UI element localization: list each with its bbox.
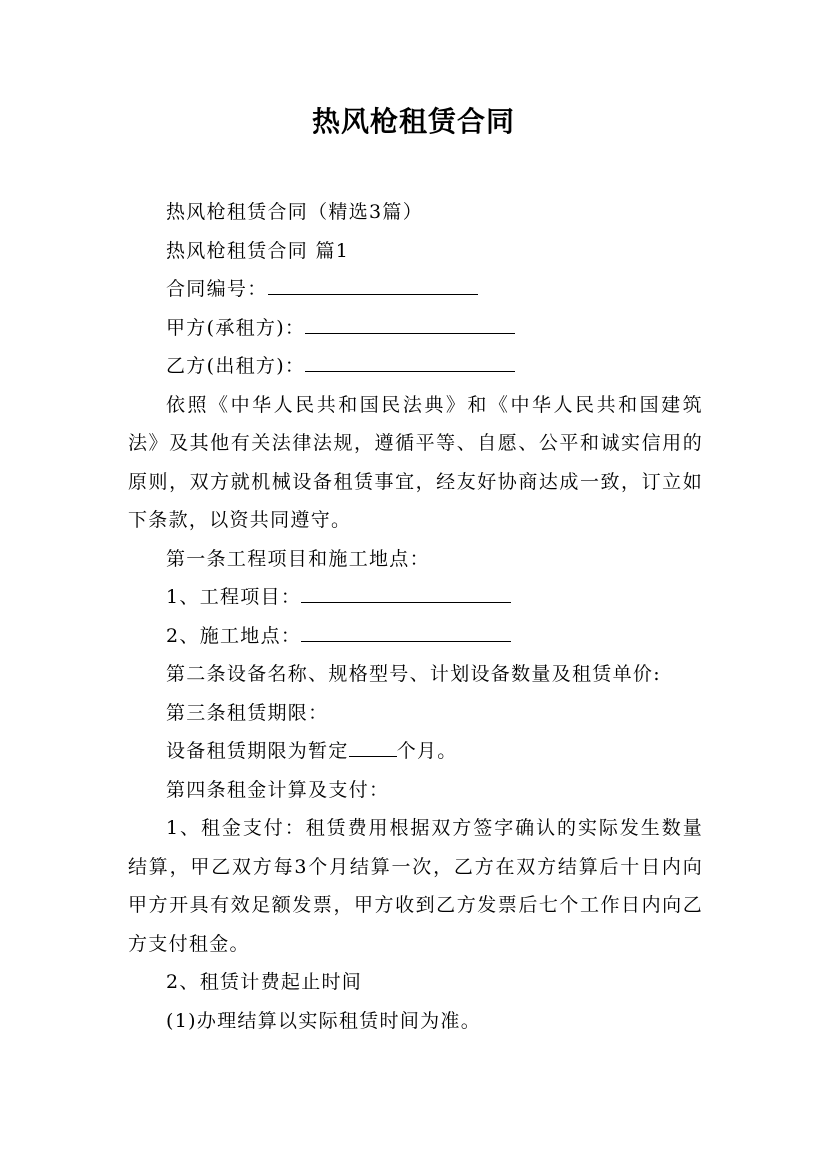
- contract-number-line: [128, 270, 703, 309]
- section-heading: 热风枪租赁合同 篇1: [166, 239, 350, 262]
- contract-number-blank: [268, 276, 478, 295]
- lease-term-line: [128, 732, 703, 771]
- party-a-blank: [305, 315, 515, 334]
- site-line: [128, 617, 703, 656]
- lease-term-blank: [349, 738, 397, 757]
- project-blank: [301, 584, 511, 603]
- document-body: [128, 193, 703, 1040]
- party-b-line: [128, 347, 703, 386]
- document-title: 热风枪租赁合同: [311, 105, 515, 138]
- party-a-line: [128, 309, 703, 348]
- billing-period-line: 2、租赁计费起止时间: [166, 971, 363, 993]
- project-label: 1、工程项目：: [166, 586, 302, 608]
- site-label: 2、施工地点：: [166, 624, 302, 647]
- site-blank: [301, 623, 511, 642]
- article-4-heading: 第四条租金计算及支付：: [166, 778, 390, 801]
- article-3-heading: 第三条租赁期限：: [166, 701, 329, 724]
- payment-paragraph: 1、租金支付：租赁费用根据双方签字确认的实际发生数量结算，甲乙双方每3个月结算一次，乙方在双方结算后十日内向甲方开具有效足额发票，甲方收到乙方发票后七个工作日内向乙方支付租金。: [128, 817, 703, 955]
- article-1-heading: 第一条工程项目和施工地点：: [166, 547, 430, 570]
- party-b-label: 乙方(出租方)：: [166, 355, 306, 377]
- article-2-heading: 第二条设备名称、规格型号、计划设备数量及租赁单价:: [166, 663, 661, 685]
- contract-number-label: 合同编号：: [166, 278, 268, 300]
- lease-term-prefix: 设备租赁期限为暂定: [166, 740, 349, 762]
- lease-term-suffix: 个月。: [396, 740, 458, 762]
- project-line: [128, 578, 703, 617]
- subtitle: 热风枪租赁合同（精选3篇）: [166, 201, 423, 223]
- party-a-label: 甲方(承租方)：: [166, 316, 306, 339]
- intro-paragraph: 依照《中华人民共和国民法典》和《中华人民共和国建筑法》及其他有关法律法规，遵循平等、自愿、公平和诚实信用的原则，双方就机械设备租赁事宜，经友好协商达成一致，订立如下条款，以资共同遵守。: [128, 393, 703, 531]
- party-b-blank: [305, 353, 515, 372]
- settlement-line: (1)办理结算以实际租赁时间为准。: [166, 1009, 482, 1032]
